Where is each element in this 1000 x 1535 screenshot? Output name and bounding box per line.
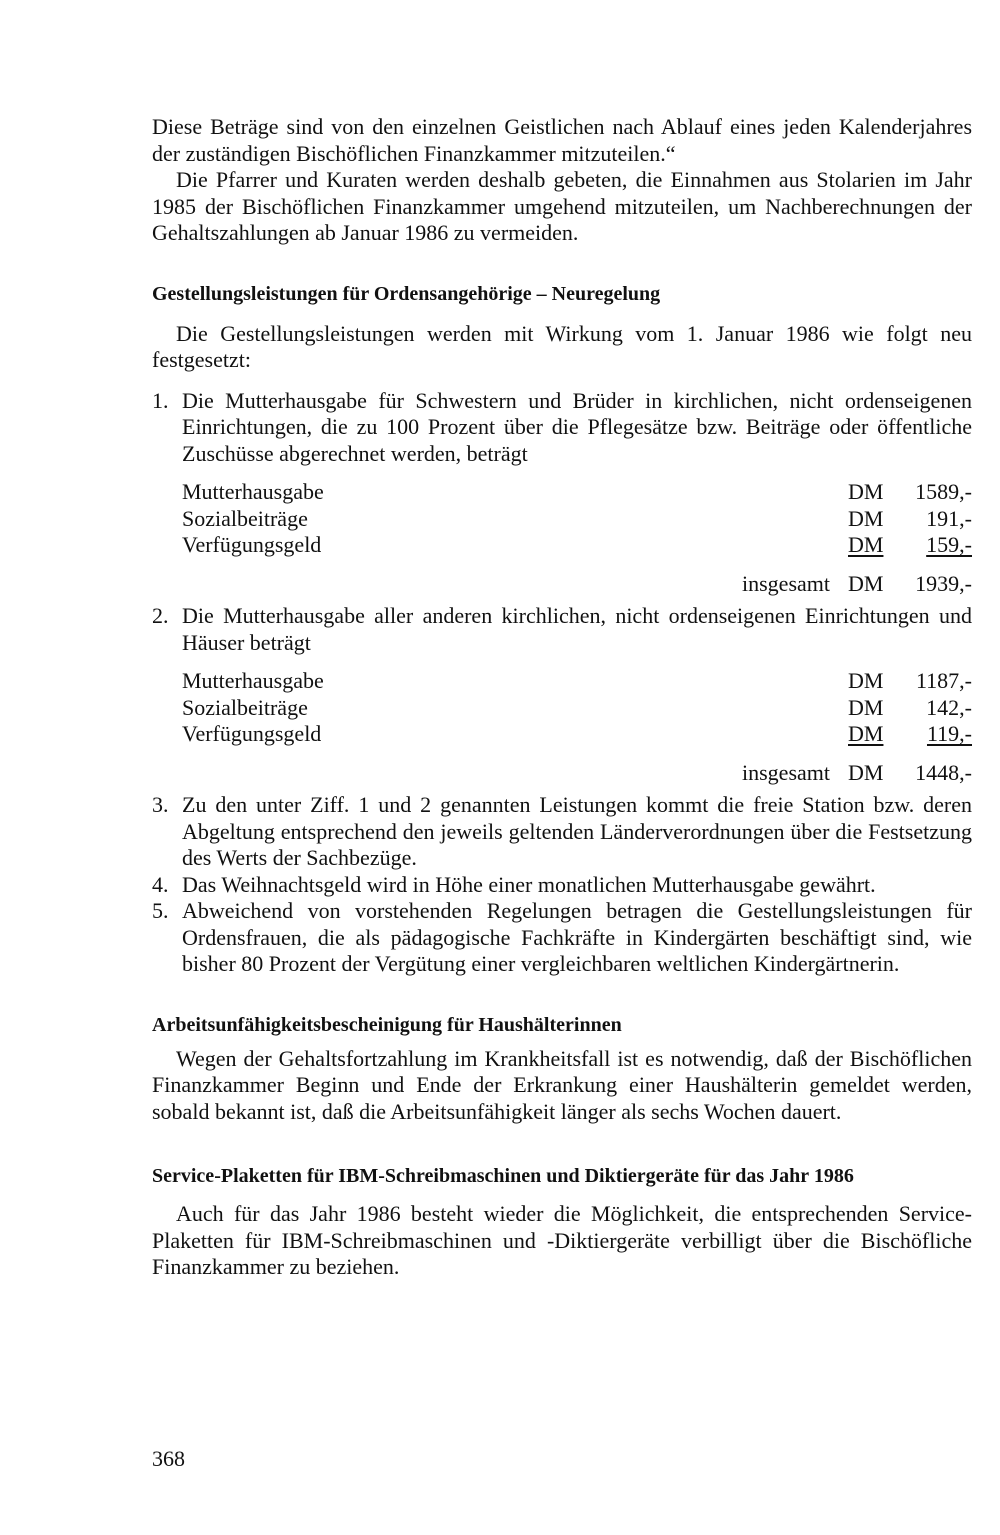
total-currency: DM: [848, 759, 884, 785]
total-label: insgesamt: [742, 759, 830, 785]
page-number: 368: [152, 1446, 185, 1471]
section-heading-gestellungsleistungen: Gestellungsleistungen für Ordensangehörige – Neuregelung: [152, 282, 661, 305]
section2-text: Wegen der Gehaltsfortzahlung im Krankheitsfall ist es notwendig, daß der Bischöflichen Finanzkammer Beginn und Ende der Erkrankung einer Haushälterin gemeldet werden, sobald bekannt ist, daß die Arbeitsunfähigkeit länger als sechs Wochen dauert.: [152, 1045, 972, 1124]
list-item-text: Abweichend von vorstehenden Regelungen betragen die Gestellungsleistungen für Ordensfrauen, die als pädagogische Fachkräfte in Kindergärten beschäftigt sind, wie bisher 80 Prozent der Vergütung einer vergleichbaren weltlichen Kindergärtnerin.: [182, 898, 972, 976]
amount-currency: DM: [848, 668, 884, 693]
amount-value: 119,-: [926, 721, 972, 746]
section-heading-service-plaketten: Service-Plaketten für IBM-Schreibmaschinen und Diktiergeräte für das Jahr 1986: [152, 1165, 854, 1187]
amount-label: Mutterhausgabe: [182, 479, 324, 504]
amount-row: [182, 532, 972, 559]
amount-currency: DM: [848, 532, 884, 557]
amount-value: 159,-: [926, 532, 972, 557]
amount-currency: DM: [848, 505, 884, 531]
total-label: insgesamt: [742, 570, 830, 596]
amount-label: Mutterhausgabe: [182, 668, 324, 693]
list-number: 3.: [152, 792, 169, 817]
list-number: 1.: [152, 387, 169, 413]
amount-label: Sozialbeiträge: [182, 694, 308, 720]
list-item-1: [152, 388, 972, 468]
amount-row: [182, 721, 972, 748]
amount-total-row: [182, 571, 972, 598]
total-value: 1448,-: [915, 759, 972, 785]
amount-total-row: [182, 760, 972, 787]
amount-row: [182, 695, 972, 722]
list-number: 4.: [152, 871, 169, 897]
amount-row: [182, 668, 972, 695]
amount-table-2: [182, 668, 972, 786]
amount-value: 191,-: [926, 505, 972, 531]
amount-label: Verfügungsgeld: [182, 532, 322, 557]
total-currency: DM: [848, 570, 884, 596]
section-heading-arbeitsunfaehigkeit: Arbeitsunfähigkeitsbescheinigung für Haushälterinnen: [152, 1013, 622, 1036]
list-item-text: Zu den unter Ziff. 1 und 2 genannten Leistungen kommt die freie Station bzw. deren Abgeltung entsprechend den jeweils geltenden Länderverordnungen über die Festsetzung des Werts der Sachbezüge.: [182, 792, 972, 870]
list-item-text: Die Mutterhausgabe für Schwestern und Brüder in kirchlichen, nicht ordenseigenen Einrichtungen, die zu 100 Prozent über die Pflegesätze bzw. Beiträge oder öffentliche Zuschüsse abgerechnet werden, beträgt: [182, 387, 972, 466]
list-item-4: [152, 872, 972, 899]
amount-currency: DM: [848, 694, 884, 720]
amount-currency: DM: [848, 479, 884, 504]
amount-row: [182, 479, 972, 506]
total-value: 1939,-: [915, 570, 972, 596]
list-item-text: Die Mutterhausgabe aller anderen kirchlichen, nicht ordenseigenen Einrichtungen und Häuser beträgt: [182, 603, 972, 655]
list-item-3: [152, 792, 972, 872]
amount-value: 142,-: [926, 694, 972, 720]
amount-label: Sozialbeiträge: [182, 505, 308, 531]
section3-text: Auch für das Jahr 1986 besteht wieder die Möglichkeit, die entsprechenden Service-Plaketten für IBM-Schreibmaschinen und -Diktiergeräte verbilligt über die Bischöfliche Finanzkammer zu beziehen.: [152, 1201, 972, 1279]
list-item-5: [152, 898, 972, 978]
amount-currency: DM: [848, 721, 884, 746]
list-number: 2.: [152, 603, 169, 628]
amount-value: 1589,-: [915, 479, 972, 504]
section1-intro: Die Gestellungsleistungen werden mit Wirkung vom 1. Januar 1986 wie folgt neu festgesetzt:: [152, 320, 972, 372]
intro-paragraph-2: Die Pfarrer und Kuraten werden deshalb gebeten, die Einnahmen aus Stolarien im Jahr 1985 der Bischöflichen Finanzkammer umgehend mitzuteilen, um Nachberechnungen der Gehaltszahlungen ab Januar 1986 zu vermeiden.: [152, 167, 972, 245]
amount-label: Verfügungsgeld: [182, 721, 322, 746]
list-item-text: Das Weihnachtsgeld wird in Höhe einer monatlichen Mutterhausgabe gewährt.: [182, 871, 876, 897]
amount-value: 1187,-: [915, 668, 972, 693]
list-number: 5.: [152, 898, 169, 923]
amount-row: [182, 506, 972, 533]
intro-paragraph-1: Diese Beträge sind von den einzelnen Geistlichen nach Ablauf eines jeden Kalenderjahres der zuständigen Bischöflichen Finanzkammer mitzuteilen.“: [152, 114, 972, 166]
list-item-2: [152, 603, 972, 656]
page-content: [152, 114, 972, 1281]
amount-table-1: [182, 479, 972, 597]
